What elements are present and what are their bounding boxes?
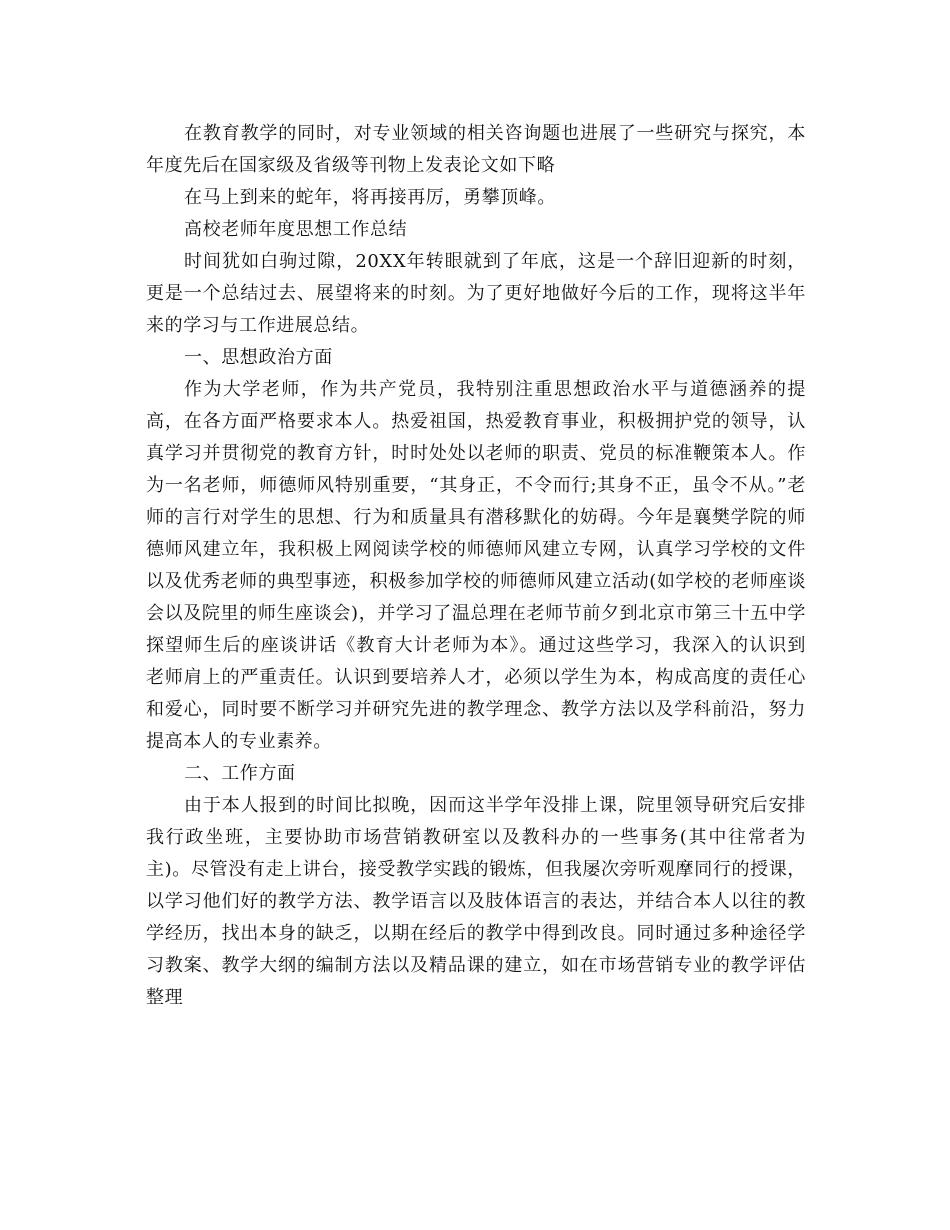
paragraph-work: 由于本人报到的时间比拟晚，因而这半学年没排上课，院里领导研究后安排我行政坐班，主要协助市场营销教研室以及教科办的一些事务(其中往常者为主)。尽管没有走上讲台，接受教学实践的锻炼，但我屡次旁听观摩同行的授课，以学习他们好的教学方法、教学语言以及肢体语言的表达，并结合本人以往的教学经历，找出本身的缺乏，以期在经后的教学中得到改良。同时通过多种途径学习教案、教学大纲的编制方法以及精品课的建立，如在市场营销专业的教学评估整理: [146, 795, 806, 1008]
paragraph-intro: 时间犹如白驹过隙，20XX年转眼就到了年底，这是一个辞旧迎新的时刻，更是一个总结过去、展望将来的时刻。为了更好地做好今后的工作，现将这半年来的学习与工作进展总结。: [146, 251, 806, 336]
heading-work: 二、工作方面: [184, 763, 296, 784]
document-body: [146, 118, 806, 1014]
paragraph-snake-year: 在马上到来的蛇年，将再接再厉，勇攀顶峰。: [184, 187, 556, 208]
heading-political-thought: 一、思想政治方面: [184, 347, 333, 368]
paragraph-research-papers: 在教育教学的同时，对专业领域的相关咨询题也进展了一些研究与探究，本年度先后在国家级及省级等刊物上发表论文如下略: [146, 123, 806, 176]
paragraph-political-thought: 作为大学老师，作为共产党员，我特别注重思想政治水平与道德涵养的提高，在各方面严格要求本人。热爱祖国，热爱教育事业，积极拥护党的领导，认真学习并贯彻党的教育方针，时时处处以老师的职责、党员的标准鞭策本人。作为一名老师，师德师风特别重要，“其身正，不令而行;其身不正，虽令不从。”老师的言行对学生的思想、行为和质量具有潜移默化的妨碍。今年是襄樊学院的师德师风建立年，我积极上网阅读学校的师德师风建立专网，认真学习学校的文件以及优秀老师的典型事迹，积极参加学校的师德师风建立活动(如学校的老师座谈会以及院里的师生座谈会)，并学习了温总理在老师节前夕到北京市第三十五中学探望师生后的座谈讲话《教育大计老师为本》。通过这些学习，我深入的认识到老师肩上的严重责任。认识到要培养人才，必须以学生为本，构成高度的责任心和爱心，同时要不断学习并研究先进的教学理念、教学方法以及学科前沿，努力提高本人的专业素养。: [146, 379, 806, 752]
section-title: 高校老师年度思想工作总结: [184, 219, 408, 240]
